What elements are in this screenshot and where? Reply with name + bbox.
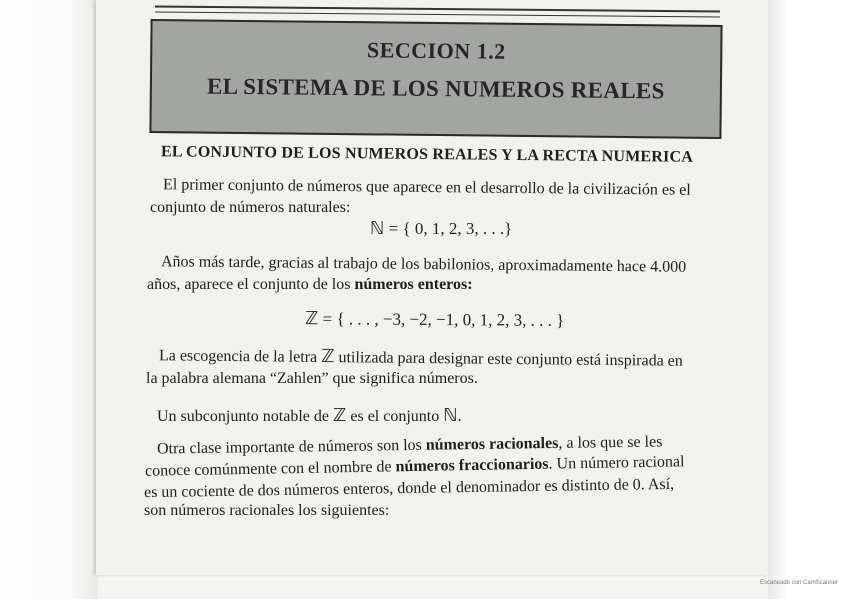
paragraph-5-text-b: , a los que se les bbox=[558, 433, 663, 452]
paragraph-4-period: . bbox=[457, 408, 462, 425]
integers-elements: = { . . . , −3, −2, −1, 0, 1, 2, 3, . . . } bbox=[322, 309, 565, 330]
integers-symbol: ℤ bbox=[304, 308, 319, 330]
paragraph-5-line-3: es un cociente de dos números enteros, donde el denominador es distinto de 0. Así, bbox=[143, 475, 675, 502]
paragraph-1-line-1: El primer conjunto de números que aparece en el desarrollo de la civilización es el bbox=[162, 176, 691, 199]
z-letter-symbol: ℤ bbox=[321, 345, 335, 368]
naturals-elements: = { 0, 1, 2, 3, . . .} bbox=[388, 219, 513, 238]
subsection-title: EL CONJUNTO DE LOS NUMEROS REALES Y LA RECTA NUMERICA bbox=[160, 143, 694, 166]
paragraph-5-line-4: son números racionales los siguientes: bbox=[144, 502, 390, 519]
paragraph-3-line-2: la palabra alemana “Zahlen” que significa números. bbox=[146, 370, 478, 387]
integers-set bbox=[305, 308, 564, 331]
integers-term: números enteros: bbox=[354, 276, 473, 293]
scan-right-margin bbox=[768, 0, 848, 599]
paragraph-5-text-d: . Un número racional bbox=[548, 453, 685, 473]
paragraph-5-text-c: conoce comúnmente con el nombre de bbox=[144, 458, 396, 480]
paragraph-2-line-1: Años más tarde, gracias al trabajo de los babilonios, aproximadamente hace 4.000 bbox=[160, 253, 687, 276]
z-subset-symbol: ℤ bbox=[332, 405, 347, 426]
paragraph-5-text-a: Otra clase importante de números son los bbox=[156, 436, 426, 458]
naturals-set bbox=[370, 218, 512, 239]
section-title: EL SISTEMA DE LOS NUMEROS REALES bbox=[206, 73, 665, 104]
section-header-box bbox=[149, 19, 722, 139]
paragraph-3-text-a: La escogencia de la letra bbox=[158, 347, 322, 366]
paragraph-2-line-2-text: años, aparece el conjunto de los bbox=[147, 276, 355, 293]
paragraph-1-line-2: conjunto de números naturales: bbox=[150, 199, 351, 216]
paragraph-3-text-b: utilizada para designar este conjunto está inspirada en bbox=[334, 349, 683, 370]
paragraph-4-text-b: es el conjunto bbox=[346, 408, 444, 425]
naturals-symbol: ℕ bbox=[370, 218, 385, 239]
paragraph-2-line-2 bbox=[147, 276, 473, 294]
scanner-watermark: Escaneado con CamScanner bbox=[760, 580, 839, 586]
n-subset-symbol: ℕ bbox=[443, 405, 458, 426]
section-number: SECCION 1.2 bbox=[366, 37, 506, 64]
rational-numbers-term: números racionales bbox=[425, 434, 559, 454]
paragraph-4 bbox=[157, 405, 462, 426]
paragraph-4-text-a: Un subconjunto notable de bbox=[157, 408, 333, 425]
fractional-numbers-term: números fraccionarios bbox=[395, 455, 549, 476]
scan-left-margin bbox=[0, 0, 98, 599]
